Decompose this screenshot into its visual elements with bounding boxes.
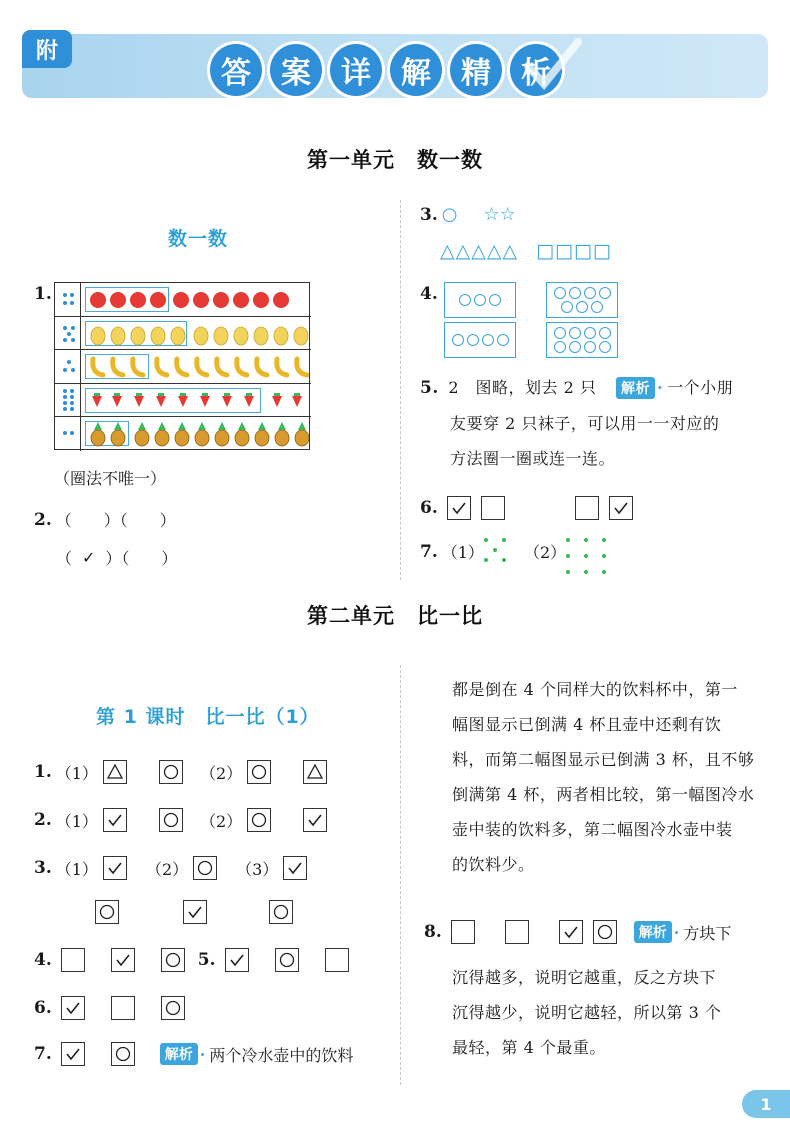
green-dot-icon [502,558,506,562]
apple-icon [89,290,309,310]
green-dot-icon [493,548,497,552]
checked-box [103,856,127,880]
green-dot-icon [566,570,570,574]
green-dot-icon [484,558,488,562]
circle-icon [596,923,614,941]
green-dot-icon [602,554,606,558]
appendix-tag: 附 [22,30,72,68]
question-number: 2. [34,509,52,530]
circle-box [247,808,271,832]
grid-row-apples [55,283,311,317]
green-dot-icon [566,554,570,558]
u1-q2-line1 [34,508,176,531]
unit2-subtitle: 第 1 课时 比一比（1） [96,706,320,728]
check-icon [228,951,246,969]
circle-icon [164,951,182,969]
empty-box [111,996,135,1020]
question-number: 4. [420,284,438,304]
circle-box [193,856,217,880]
grid-row-bananas [55,350,311,384]
checked-box [447,496,471,520]
triangle-box [103,760,127,784]
circle-box [161,996,185,1020]
circle-icon [250,811,268,829]
check-icon [106,859,124,877]
u1-q3-line1 [420,204,516,225]
circle-box [593,920,617,944]
strawberry-icon [89,392,309,410]
checked-box [61,1042,85,1066]
question-number: 5. [197,950,216,970]
green-dot-icon [484,538,488,542]
checked-box [183,900,207,924]
u1-q6 [420,496,638,520]
u1-q5: 5. 2 图略，划去 2 只 解析 · 一个小朋 友要穿 2 只袜子，可以用一一对应的 方法圈一圈或连一连。 [420,378,734,468]
checked-box [225,948,249,972]
check-icon [186,903,204,921]
empty-box [505,920,529,944]
analysis-label: 解析 [634,921,672,943]
grid-row-pineapples [55,417,311,451]
check-icon [64,999,82,1017]
unit2-title: 第二单元 比一比 [307,604,483,628]
circle-icon [196,859,214,877]
u1-q2-line2: （ ✓ ）（ ） [56,548,178,568]
triangle-icon [306,763,324,781]
triangles-answer: △△△△△ [440,240,519,262]
u1-q1-note: （圈法不唯一） [54,469,167,488]
checked-box [303,808,327,832]
circle-icon [98,903,116,921]
banner-char: 案 [270,44,322,96]
empty-box [575,496,599,520]
empty-box [325,948,349,972]
u1-q7: 7. （1） （2） [420,541,567,562]
circle-answer: ○ [441,204,458,225]
circle-icon [272,903,290,921]
unit1-title: 第一单元 数一数 [307,148,483,172]
u2-q3-line2 [90,900,298,924]
question-number: 1. [34,762,52,782]
u2-q1: 1. （1） （2） [34,760,332,784]
fruit-grid [54,282,310,450]
column-divider [400,665,401,1085]
green-dot-icon [584,554,588,558]
question-number: 6. [420,498,438,518]
u2-q8-explanation: 沉得越多，说明它越重，反之方块下 沉得越少，说明它越轻，所以第 3 个 最轻，第 4 个最重。 [452,968,722,1057]
circle-icon [164,999,182,1017]
unit1-subtitle: 数一数 [168,228,229,250]
check-icon [114,951,132,969]
check-mark: ✓ [82,548,96,567]
circle-box [269,900,293,924]
question-number: 5. [420,378,439,398]
u1-q3-line2 [440,240,612,262]
banner-char: 详 [330,44,382,96]
u2-q7: 7. 解析 · 两个冷水壶中的饮料 [34,1044,354,1065]
circle-box [247,760,271,784]
question-number: 2. [34,810,52,830]
question-number: 1. [34,284,52,304]
question-number: 3. [34,858,52,878]
green-dot-icon [566,538,570,542]
circle-group-7 [546,282,618,318]
pear-icon [89,322,309,346]
green-dot-icon [584,570,588,574]
u2-q2: 2. （1） （2） [34,808,332,832]
question-number: 8. [424,922,442,942]
empty-box [61,948,85,972]
u2-q7-explanation: 都是倒在 4 个同样大的饮料杯中，第一 幅图显示已倒满 4 杯且壶中还剩有饮 料，而第二幅图显示已倒满 3 杯，且不够 倒满第 4 杯，两者相比较，第一幅图冷水 壶中装的饮料多，第二幅图冷水壶中装 的饮料少。 [452,680,755,874]
grid-row-strawberries [55,384,311,418]
green-dot-icon [602,538,606,542]
u1-q1 [34,284,56,304]
triangle-box [303,760,327,784]
circle-box [159,808,183,832]
green-dot-icon [502,538,506,542]
squares-answer: □□□□ [536,240,612,262]
analysis-label: 解析 [160,1043,198,1065]
circle-box [275,948,299,972]
check-icon [450,499,468,517]
u1-q4 [420,284,442,304]
question-number: 7. [34,1044,52,1064]
circle-box [111,1042,135,1066]
empty-box [451,920,475,944]
check-icon [562,923,580,941]
banner-char: 析 [510,44,562,96]
question-number: 7. [420,541,438,562]
stars-answer: ☆☆ [483,204,516,225]
circle-icon [162,811,180,829]
analysis-label: 解析 [616,377,655,399]
answer-blank: （ ）（ ） [55,511,176,530]
circle-group-8 [546,322,618,358]
triangle-icon [106,763,124,781]
column-divider [400,200,401,580]
check-icon [612,499,630,517]
circle-box [95,900,119,924]
empty-box [481,496,505,520]
banner-char: 解 [390,44,442,96]
question-number: 3. [420,204,438,225]
checked-box [559,920,583,944]
circle-box [159,760,183,784]
circle-icon [114,1045,132,1063]
check-icon [64,1045,82,1063]
circle-group-4 [444,322,516,358]
banner-char: 精 [450,44,502,96]
checkmark-decoration-icon [522,36,582,96]
u2-q8: 8. 解析 · 方块下 [424,922,732,943]
checked-box [111,948,135,972]
green-dot-icon [584,538,588,542]
check-icon [306,811,324,829]
check-icon [286,859,304,877]
question-number: 4. [34,950,52,970]
checked-box [609,496,633,520]
check-icon [106,811,124,829]
circle-icon [278,951,296,969]
banner-title [210,44,562,96]
checked-box [283,856,307,880]
circle-icon [250,763,268,781]
u2-q3: 3. （1） （2） （3） [34,856,312,880]
circle-group-3 [444,282,516,318]
u2-q6 [34,996,190,1020]
green-dot-icon [602,570,606,574]
banner-char: 答 [210,44,262,96]
checked-box [61,996,85,1020]
grid-row-pears [55,317,311,351]
page-number: 1 [742,1090,790,1118]
u2-q4-q5 [34,948,354,972]
question-number: 6. [34,998,52,1018]
checked-box [103,808,127,832]
banana-icon [89,355,309,379]
circle-icon [162,763,180,781]
pineapple-icon [89,421,309,447]
circle-box [161,948,185,972]
